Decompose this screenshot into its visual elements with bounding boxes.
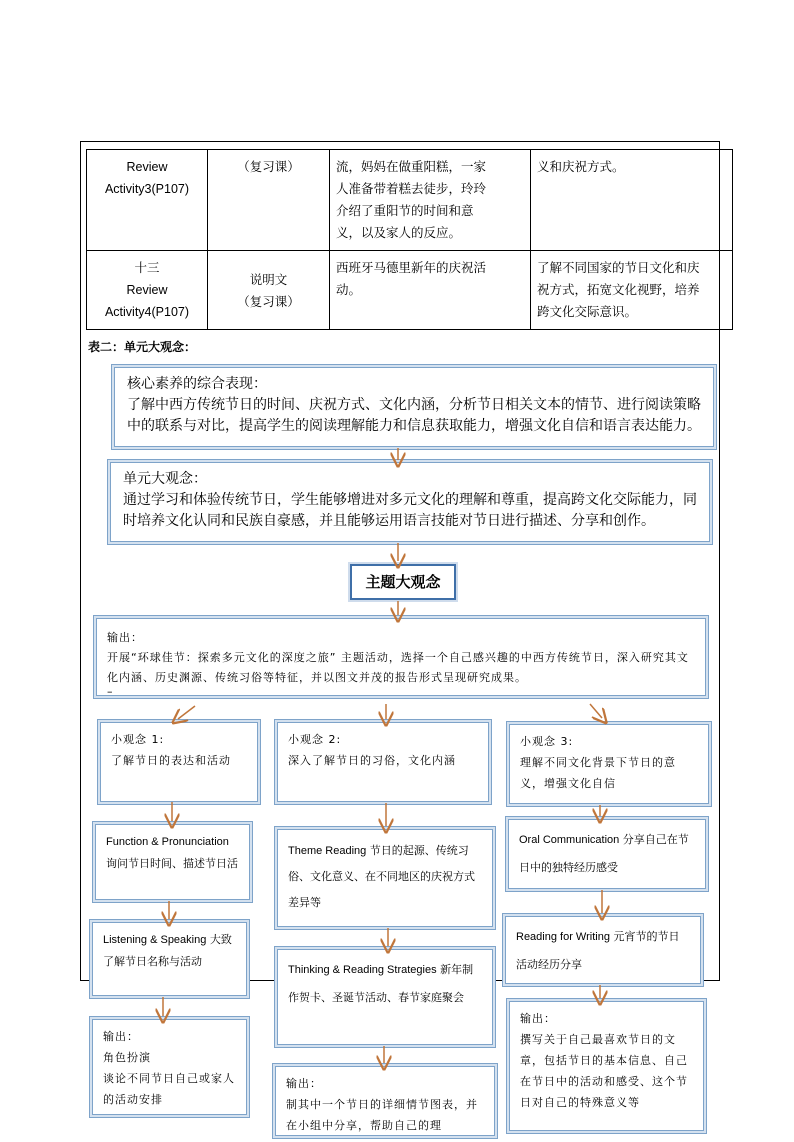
idea-text: 深入了解节日的习俗，文化内涵 [288, 754, 456, 767]
cell-line: 十三 [134, 261, 160, 275]
cell-line: 祝方式，拓宽文化视野，培养 [537, 282, 700, 297]
output-text: 制其中一个节日的详细情节图表，并在小组中分享，帮助自己的理 [286, 1098, 478, 1132]
idea-title: 小观念 1: [111, 733, 165, 746]
cell-line: （复习课） [237, 294, 300, 309]
cell-line: 西班牙马德里新年的庆祝活 [336, 260, 487, 275]
cell-line: Review [126, 160, 168, 174]
activity-zh: 大致了解节日名称与活动 [103, 933, 232, 968]
output-label: 输出： [286, 1077, 322, 1090]
idea-text: 了解节日的表达和活动 [111, 754, 231, 767]
unit-text: 通过学习和体验传统节日，学生能够增进对多元文化的理解和尊重，提高跨文化交际能力，同时培养文化认同和民族自豪感，并且能够运用语言技能对节日进行描述、分享和创作。 [123, 492, 697, 529]
activity-en: Theme Reading [288, 845, 367, 857]
idea-title: 小观念 3: [520, 735, 574, 748]
output-text: 开展“环球佳节：探索多元文化的深度之旅” 主题活动，选择一个自己感兴趣的中西方传统节日，深入研究其文化内涵、历史渊源、传统习俗等特征，并以图文并茂的报告形式呈现研究成果。 [107, 651, 689, 684]
activity-zh: 元宵节的节日活动经历分享 [516, 930, 680, 971]
core-title: 核心素养的综合表现： [127, 376, 267, 392]
idea-title: 小观念 2: [288, 733, 342, 746]
activity-en: Listening & Speaking [103, 934, 207, 946]
cell-line: 人准备带着糕去徒步，玲玲 [336, 181, 487, 196]
output-label: 输出： [107, 631, 143, 644]
output-label: 输出： [103, 1030, 139, 1043]
idea-text: 理解不同文化背景下节日的意义，增强文化自信 [520, 756, 676, 790]
cell-line: 流，妈妈在做重阳糕，一家 [336, 159, 487, 174]
activity-zh: 询问节日时间、描述节日活 [106, 857, 238, 870]
output-line: 角色扮演 [103, 1051, 151, 1064]
cell-line: Activity3(P107) [104, 182, 190, 196]
activity-zh: 新年制作贺卡、圣诞节活动、春节家庭聚会 [288, 963, 474, 1004]
output-dash: – [107, 685, 114, 698]
cell-line: （复习课） [237, 159, 300, 174]
output-line: 谈论不同节日自己或家人的活动安排 [103, 1072, 235, 1106]
cell-line: 说明文 [249, 272, 288, 287]
activity-zh: 节日的起源、传统习俗、文化意义、在不同地区的庆祝方式差异等 [288, 844, 475, 909]
cell-line: 介绍了重阳节的时间和意 [336, 203, 474, 218]
cell-line: 义，以及家人的反应。 [336, 225, 462, 240]
output-text: 撰写关于自己最喜欢节日的文章，包括节日的基本信息、自己在节日中的活动和感受、这个节日对自己的特殊意义等 [520, 1033, 688, 1109]
arrow [178, 706, 195, 719]
cell-line: Review [126, 283, 168, 297]
arrow [590, 704, 602, 718]
cell-line: 动。 [336, 282, 362, 297]
activity-en: Thinking & Reading Strategies [288, 964, 437, 976]
core-text: 了解中西方传统节日的时间、庆祝方式、文化内涵，分析节日相关文本的情节、进行阅读策略中的联系与对比，提高学生的阅读理解能力和信息获取能力，增强文化自信和语言表达能力。 [127, 397, 701, 434]
unit-title: 单元大观念： [123, 471, 207, 487]
activity-en: Oral Communication [519, 834, 620, 846]
activity-en: Reading for Writing [516, 931, 610, 943]
cell-line: 跨文化交际意识。 [537, 304, 638, 319]
activity-zh: 分享自己在节日中的独特经历感受 [519, 833, 689, 874]
cell-line: 义和庆祝方式。 [537, 159, 625, 174]
cell-line: 了解不同国家的节日文化和庆 [537, 260, 700, 275]
output-label: 输出： [520, 1012, 556, 1025]
section-heading: 表二：单元大观念： [88, 340, 197, 354]
activity-en: Function & Pronunciation [106, 836, 229, 848]
theme-idea-box: 主题大观念 [350, 564, 456, 600]
cell-line: Activity4(P107) [104, 305, 190, 319]
